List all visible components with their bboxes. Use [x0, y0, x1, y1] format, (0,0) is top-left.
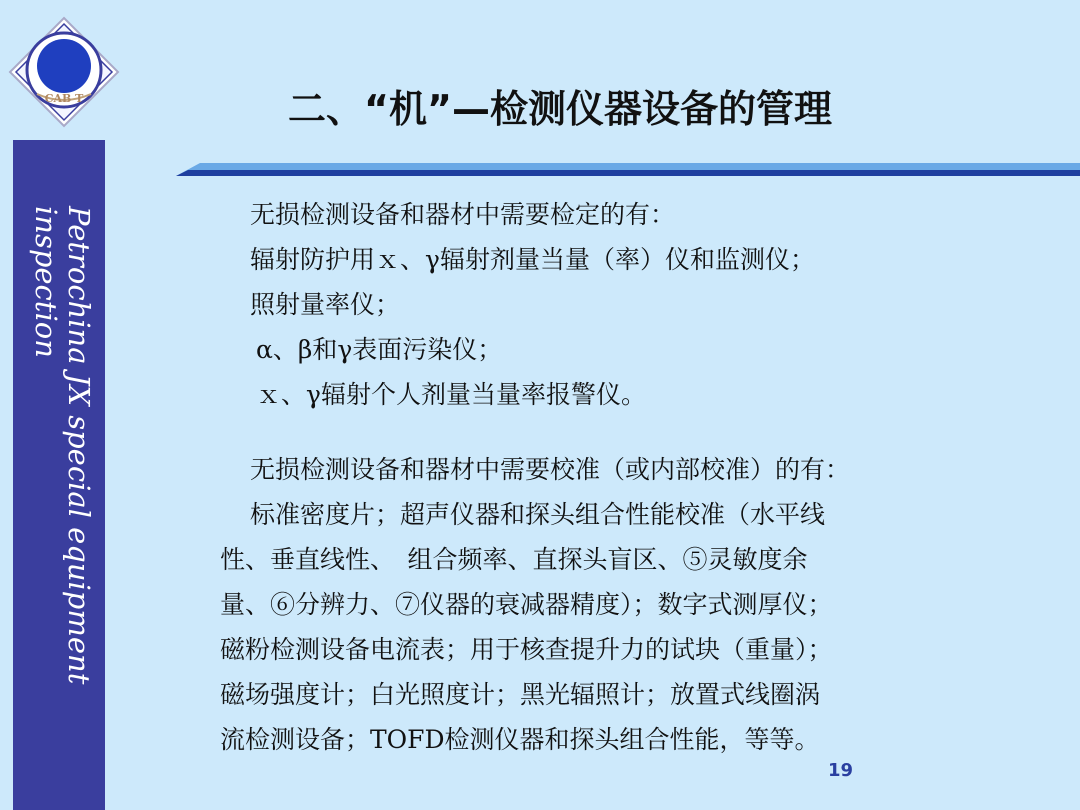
paragraph-line: 磁场强度计；白光照度计；黑光辐照计；放置式线圈涡 — [220, 680, 821, 709]
paragraph-line: 性、垂直线性、 组合频率、直探头盲区、⑤灵敏度余 — [220, 545, 808, 574]
list-item: α、β和γ表面污染仪； — [256, 335, 503, 364]
list-item: 照射量率仪； — [250, 290, 401, 319]
list-item: ｘ、γ辐射个人剂量当量率报警仪。 — [256, 380, 646, 409]
slide-content — [220, 192, 980, 762]
section1-heading: 无损检测设备和器材中需要检定的有： — [250, 200, 676, 229]
list-item: 辐射防护用ｘ、γ辐射剂量当量（率）仪和监测仪； — [250, 245, 815, 274]
sidebar-text: Petrochina JX special equipment inspection — [29, 206, 96, 685]
paragraph-line: 流检测设备；TOFD检测仪器和探头组合性能，等等。 — [220, 725, 820, 754]
sidebar-banner — [13, 140, 105, 810]
paragraph-line: 标准密度片；超声仪器和探头组合性能校准（水平线 — [250, 500, 826, 529]
paragraph-line: 量、⑥分辨力、⑦仪器的衰减器精度）；数字式测厚仪； — [220, 590, 833, 619]
section2-heading: 无损检测设备和器材中需要校准（或内部校准）的有： — [250, 455, 851, 484]
slide-title: 二、“机”—检测仪器设备的管理 — [288, 87, 832, 131]
title-underline — [176, 162, 1080, 178]
logo-text: CAB T — [44, 92, 84, 105]
paragraph-line: 磁粉检测设备电流表；用于核查提升力的试块（重量）； — [220, 635, 833, 664]
logo — [6, 14, 122, 130]
page-number: 19 — [828, 760, 854, 781]
